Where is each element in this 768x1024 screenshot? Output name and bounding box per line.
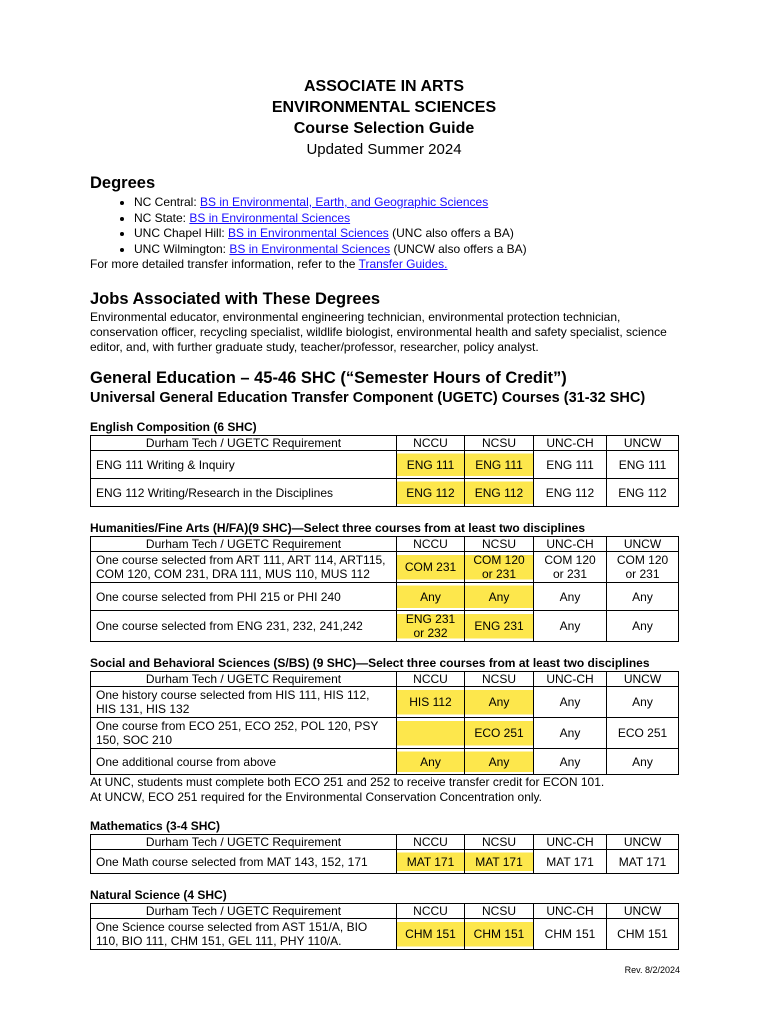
humanities-section-title: Humanities/Fine Arts (H/FA)(9 SHC)—Select three courses from at least two disciplines <box>90 521 586 535</box>
degree-link[interactable]: BS in Environmental Sciences <box>189 210 351 225</box>
degree-link[interactable]: BS in Environmental Sciences <box>228 226 389 240</box>
degree-item: • NC Central: BS in Environmental, Earth, and Geographic Sciences <box>134 195 678 211</box>
transfer-guides-link[interactable]: Transfer Guides. <box>358 257 448 271</box>
degree-item: • NC State: BS in Environmental Sciences <box>134 211 678 227</box>
document-header <box>90 76 678 160</box>
table-row: One additional course from above Any Any Any Any <box>91 749 679 775</box>
english-table <box>90 435 679 507</box>
table-header-row: Durham Tech / UGETC Requirement NCCU NCSU UNC-CH UNCW <box>91 537 679 552</box>
document-page <box>90 0 678 950</box>
guide-title: Course Selection Guide <box>293 120 475 137</box>
table-row: One course selected from ENG 231, 232, 241,242 ENG 231 or 232 ENG 231 Any Any <box>91 611 679 642</box>
science-section-title: Natural Science (4 SHC) <box>90 888 227 902</box>
humanities-table <box>90 536 679 642</box>
english-section-title: English Composition (6 SHC) <box>90 420 257 434</box>
table-row: One Math course selected from MAT 143, 152, 171 MAT 171 MAT 171 MAT 171 MAT 171 <box>91 850 679 874</box>
degree-link[interactable]: BS in Environmental, Earth, and Geographic Sciences <box>200 195 489 209</box>
revision-date: Rev. 8/2/2024 <box>624 965 680 975</box>
social-note-unc: At UNC, students must complete both ECO 251 and 252 to receive transfer credit for ECON 101. <box>90 775 605 789</box>
table-header-row: Durham Tech / UGETC Requirement NCCU NCSU UNC-CH UNCW <box>91 904 679 919</box>
table-row: ENG 112 Writing/Research in the Disciplines ENG 112 ENG 112 ENG 112 ENG 112 <box>91 479 679 507</box>
degree-link[interactable]: BS in Environmental Sciences <box>229 241 391 256</box>
jobs-text: Environmental educator, environmental engineering technician, environmental protection technician, conservation officer, recycling specialist, wildlife biologist, environmental health and safety specialist, science editor, and, with further graduate study, teacher/professor, researcher, policy analyst. <box>90 310 667 354</box>
table-row: One Science course selected from AST 151/A, BIO 110, BIO 111, CHM 151, GEL 111, PHY 110/A. CHM 151 CHM 151 CHM 151 CHM 151 <box>91 919 679 950</box>
science-table <box>90 903 679 950</box>
program-subtitle: ENVIRONMENTAL SCIENCES <box>271 99 497 116</box>
table-header-row: Durham Tech / UGETC Requirement NCCU NCSU UNC-CH UNCW <box>91 672 679 687</box>
degrees-heading: Degrees <box>90 174 156 192</box>
table-row: One course from ECO 251, ECO 252, POL 120, PSY 150, SOC 210 ECO 251 Any ECO 251 <box>91 718 679 749</box>
transfer-info: For more detailed transfer information, refer to the Transfer Guides. <box>90 257 448 271</box>
table-row: One course selected from PHI 215 or PHI 240 Any Any Any Any <box>91 583 679 611</box>
social-note-uncw: At UNCW, ECO 251 required for the Environmental Conservation Concentration only. <box>90 790 542 804</box>
updated-date: Updated Summer 2024 <box>306 141 462 158</box>
ugetc-heading: Universal General Education Transfer Component (UGETC) Courses (31-32 SHC) <box>90 390 646 406</box>
table-row: ENG 111 Writing & Inquiry ENG 111 ENG 111 ENG 111 ENG 111 <box>91 451 679 479</box>
math-section-title: Mathematics (3-4 SHC) <box>90 819 221 833</box>
table-header-row: Durham Tech / UGETC Requirement NCCU NCSU UNC-CH UNCW <box>91 436 679 451</box>
table-header-row: Durham Tech / UGETC Requirement NCCU NCSU UNC-CH UNCW <box>91 835 679 850</box>
social-section-title: Social and Behavioral Sciences (S/BS) (9 SHC)—Select three courses from at least two disciplines <box>90 656 650 670</box>
table-row: One course selected from ART 111, ART 114, ART115, COM 120, COM 231, DRA 111, MUS 110, MUS 112 COM 231 COM 120 or 231 COM 120 or 231 COM 120 or 231 <box>91 552 679 583</box>
degree-item: • UNC Wilmington: BS in Environmental Sciences (UNCW also offers a BA) <box>134 242 678 258</box>
table-row: One history course selected from HIS 111, HIS 112, HIS 131, HIS 132 HIS 112 Any Any Any <box>91 687 679 718</box>
math-table <box>90 834 679 874</box>
degree-item: • UNC Chapel Hill: BS in Environmental Sciences (UNC also offers a BA) <box>134 226 678 242</box>
social-table <box>90 671 679 775</box>
jobs-heading: Jobs Associated with These Degrees <box>90 290 381 308</box>
program-title: ASSOCIATE IN ARTS <box>303 78 464 95</box>
general-education-heading: General Education – 45-46 SHC (“Semester Hours of Credit”) <box>90 369 567 387</box>
degrees-list <box>90 195 678 257</box>
